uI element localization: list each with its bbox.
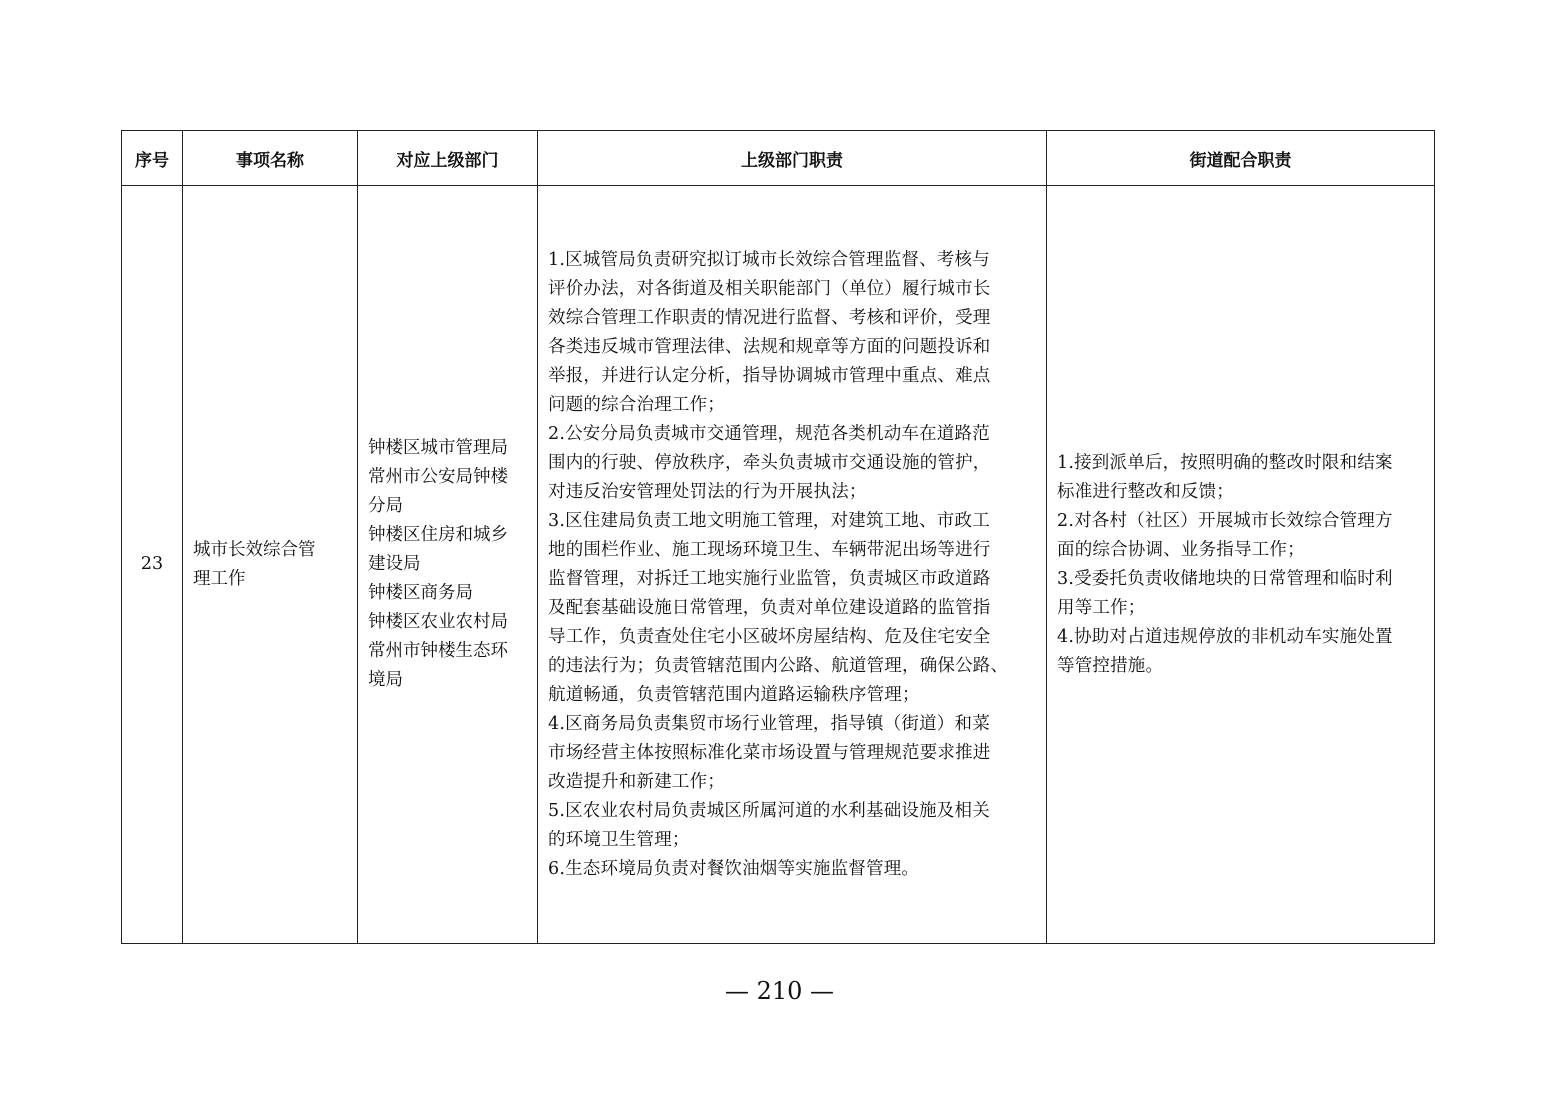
duty-line: 2.公安分局负责城市交通管理，规范各类机动车在道路范 [548, 423, 990, 444]
dept-line: 钟楼区城市管理局 [368, 438, 508, 458]
dept-line: 钟楼区农业农村局 [368, 612, 508, 632]
dept-line: 常州市钟楼生态环 [368, 641, 508, 661]
table-row [122, 186, 1435, 944]
header-superior-dept: 对应上级部门 [358, 131, 538, 186]
coop-line: 4.协助对占道违规停放的非机动车实施处置 [1057, 626, 1393, 647]
coop-line: 用等工作； [1057, 597, 1146, 618]
dept-line: 钟楼区商务局 [368, 583, 473, 603]
duty-line: 的环境卫生管理； [548, 829, 690, 850]
coop-line: 2.对各村（社区）开展城市长效综合管理方 [1057, 510, 1393, 531]
coop-line: 标准进行整改和反馈； [1057, 481, 1234, 502]
duty-line: 1.区城管局负责研究拟订城市长效综合管理监督、考核与 [548, 249, 990, 270]
cell-seq: 23 [122, 186, 183, 944]
cell-superior-duty [538, 186, 1047, 944]
duty-line: 地的围栏作业、施工现场环境卫生、车辆带泥出场等进行 [548, 539, 991, 560]
dept-line: 分局 [368, 496, 403, 516]
coop-line: 面的综合协调、业务指导工作； [1057, 539, 1305, 560]
item-name-line: 理工作 [193, 568, 246, 589]
dept-line: 建设局 [368, 554, 421, 574]
header-superior-duty: 上级部门职责 [538, 131, 1047, 186]
duty-line: 3.区住建局负责工地文明施工管理，对建筑工地、市政工 [548, 510, 990, 531]
duty-line: 6.生态环境局负责对餐饮油烟等实施监督管理。 [548, 858, 920, 879]
duty-line: 效综合管理工作职责的情况进行监督、考核和评价，受理 [548, 307, 991, 328]
duty-line: 举报，并进行认定分析，指导协调城市管理中重点、难点 [548, 365, 991, 386]
item-name-line: 城市长效综合管 [193, 539, 316, 560]
dept-line: 钟楼区住房和城乡 [368, 525, 508, 545]
coop-line: 等管控措施。 [1057, 655, 1164, 676]
duty-table [121, 130, 1435, 944]
cell-item-name [183, 186, 358, 944]
header-seq: 序号 [122, 131, 183, 186]
cell-street-coop [1047, 186, 1435, 944]
duty-line: 围内的行驶、停放秩序，牵头负责城市交通设施的管护， [548, 452, 991, 473]
duty-line: 市场经营主体按照标准化菜市场设置与管理规范要求推进 [548, 742, 991, 763]
duty-line: 的违法行为；负责管辖范围内公路、航道管理，确保公路、 [548, 655, 1009, 676]
dept-line: 境局 [368, 670, 403, 690]
duty-line: 问题的综合治理工作； [548, 394, 725, 415]
header-item-name: 事项名称 [183, 131, 358, 186]
coop-line: 1.接到派单后，按照明确的整改时限和结案 [1057, 452, 1393, 473]
duty-line: 对违反治安管理处罚法的行为开展执法； [548, 481, 867, 502]
duty-line: 航道畅通，负责管辖范围内道路运输秩序管理； [548, 684, 920, 705]
duty-line: 各类违反城市管理法律、法规和规章等方面的问题投诉和 [548, 336, 991, 357]
dept-line: 常州市公安局钟楼 [368, 467, 508, 487]
duty-line: 导工作，负责查处住宅小区破坏房屋结构、危及住宅安全 [548, 626, 991, 647]
page-number: — 210 — [724, 977, 835, 1005]
duty-line: 改造提升和新建工作； [548, 771, 725, 792]
duty-line: 评价办法，对各街道及相关职能部门（单位）履行城市长 [548, 278, 991, 299]
duty-line: 监督管理，对拆迁工地实施行业监管，负责城区市政道路 [548, 568, 991, 589]
duty-line: 4.区商务局负责集贸市场行业管理，指导镇（街道）和菜 [548, 713, 990, 734]
duty-line: 及配套基础设施日常管理，负责对单位建设道路的监管指 [548, 597, 991, 618]
duty-line: 5.区农业农村局负责城区所属河道的水利基础设施及相关 [548, 800, 990, 821]
header-street-coop: 街道配合职责 [1047, 131, 1435, 186]
cell-superior-dept [358, 186, 538, 944]
header-row [122, 131, 1435, 186]
coop-line: 3.受委托负责收储地块的日常管理和临时利 [1057, 568, 1393, 589]
